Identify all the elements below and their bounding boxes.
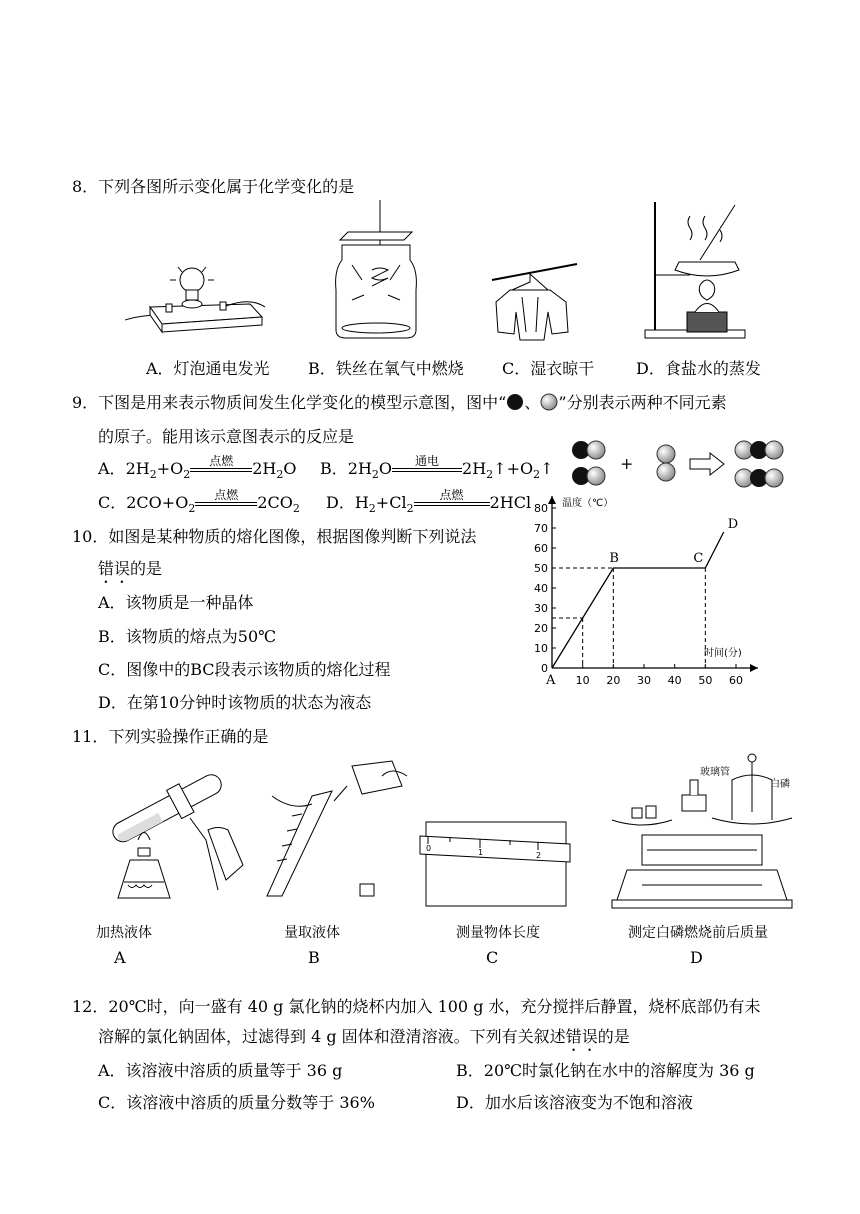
q9-d-mid: +Cl — [375, 493, 407, 512]
y-tick-label: 40 — [534, 582, 548, 595]
plus-sign: + — [620, 454, 634, 473]
q12-stem-line1: 12．20℃时，向一盛有 40 g 氯化钠的烧杯内加入 100 g 水，充分搅拌后静置，烧杯底部仍有未 — [72, 997, 761, 1016]
q9-a-sub2: 2 — [183, 468, 191, 482]
ruler-mark-2: 2 — [536, 851, 542, 860]
q8-option-a[interactable]: A．灯泡通电发光 — [146, 359, 270, 378]
ruler-mark-1: 1 — [478, 848, 484, 857]
point-label-c: C — [693, 551, 704, 566]
q9-b-left2: O — [378, 459, 393, 478]
measuring-liquid-image — [262, 756, 432, 902]
q12-emphasis-text: 错误 — [565, 1027, 598, 1046]
q12-option-d[interactable]: D．加水后该溶液变为不饱和溶液 — [456, 1093, 693, 1112]
x-tick-label: 40 — [667, 674, 682, 687]
white-atom-icon — [540, 393, 558, 411]
q9-option-d[interactable] — [326, 490, 531, 515]
q10-option-d[interactable]: D．在第10分钟时该物质的状态为液态 — [98, 693, 372, 712]
reactant-molecules-1 — [572, 441, 605, 485]
q9-b-right: 2H — [462, 459, 487, 478]
saltwater-evaporation-image — [645, 200, 755, 342]
q10-stem-line1: 10．如图是某种物质的熔化图像，根据图像判断下列说法 — [72, 527, 477, 546]
white-phosphorus-label: 白磷 — [770, 779, 790, 790]
q9-b-label: B． — [320, 459, 348, 478]
q9-option-b[interactable] — [320, 456, 554, 481]
q9-c-sub: 2 — [188, 502, 196, 516]
point-label-a: A — [546, 673, 556, 688]
origin-label: 0 — [541, 662, 548, 675]
q9-d-condition — [414, 489, 490, 506]
q9-a-label: A． — [98, 459, 126, 478]
q9-b-condition — [392, 455, 462, 472]
y-tick-label: 70 — [534, 522, 548, 535]
q10-stem-line2 — [98, 556, 162, 587]
q9-stem-line2: 的原子。能用该示意图表示的反应是 — [98, 427, 355, 446]
product-molecules — [735, 441, 783, 487]
q9-stem-part2: ”分别表示两种不同元素 — [558, 393, 727, 412]
x-tick-label: 50 — [698, 674, 713, 687]
q9-b-cond-text: 通电 — [415, 454, 440, 468]
q9-a-right: 2H — [252, 459, 277, 478]
q9-b-sub3: 2 — [533, 468, 541, 482]
y-tick-label: 10 — [534, 642, 548, 655]
q11-caption-b: 量取液体 — [284, 925, 340, 941]
y-tick-label: 80 — [534, 502, 548, 515]
q8-option-b[interactable]: B．铁丝在氧气中燃烧 — [308, 359, 464, 378]
q10-stem-rest: 的是 — [130, 559, 163, 578]
melting-curve-chart — [530, 498, 770, 688]
x-axis-title: 时间(分) — [704, 648, 742, 659]
q10-option-b[interactable]: B．该物质的熔点为50℃ — [98, 627, 277, 646]
q11-option-d[interactable]: D — [690, 948, 703, 967]
q9-d-right: 2HCl — [489, 493, 532, 512]
q9-b-sub: 2 — [371, 468, 379, 482]
q9-a-sub: 2 — [149, 468, 157, 482]
q9-d-label: D． — [326, 493, 355, 512]
q8-option-d[interactable]: D．食盐水的蒸发 — [636, 359, 761, 378]
q12-option-a[interactable]: A．该溶液中溶质的质量等于 36 g — [98, 1061, 343, 1080]
q9-d-sub: 2 — [368, 502, 376, 516]
y-axis-title: 温度（℃） — [562, 498, 614, 509]
q12-stem-line2 — [98, 1024, 630, 1055]
q9-d-cond-text: 点燃 — [439, 488, 464, 502]
x-tick-label: 60 — [729, 674, 743, 687]
q11-option-a[interactable]: A — [114, 948, 126, 967]
q9-d-sub2: 2 — [406, 502, 414, 516]
x-tick-label: 20 — [606, 674, 621, 687]
q12-option-c[interactable]: C．该溶液中溶质的质量分数等于 36% — [98, 1093, 375, 1112]
bulb-circuit-image — [120, 262, 270, 342]
q10-option-c[interactable]: C．图像中的BC段表示该物质的熔化过程 — [98, 660, 391, 679]
point-label-b: B — [609, 551, 619, 566]
chart-labels — [545, 496, 742, 688]
q9-b-right2: ↑+O — [493, 459, 534, 478]
q10-option-a[interactable]: A．该物质是一种晶体 — [98, 593, 254, 612]
q9-a-right2: O — [283, 459, 297, 478]
q9-a-left: 2H — [125, 459, 150, 478]
x-axis-arrow-icon — [750, 664, 758, 672]
q8-option-c[interactable]: C．湿衣晾干 — [502, 359, 595, 378]
q9-stem-part1: 9．下图是用来表示物质间发生化学变化的模型示意图，图中“ — [72, 393, 507, 412]
reaction-model-diagram — [568, 436, 788, 492]
y-tick-label: 50 — [534, 562, 548, 575]
q9-a-cond-text: 点燃 — [209, 454, 234, 468]
q9-b-right3: ↑ — [540, 459, 554, 478]
y-tick-label: 20 — [534, 622, 548, 635]
chart-axes — [548, 496, 758, 672]
point-label-d: D — [727, 517, 739, 532]
q11-caption-c: 测量物体长度 — [456, 925, 540, 941]
x-tick-label: 30 — [637, 674, 651, 687]
black-atom-icon — [506, 393, 524, 411]
x-tick-label: 10 — [575, 674, 590, 687]
q9-c-left: 2CO+O — [126, 493, 189, 512]
y-tick-label: 30 — [534, 602, 548, 615]
q9-a-condition — [190, 455, 252, 472]
q9-b-left: 2H — [347, 459, 372, 478]
q9-a-mid: +O — [156, 459, 184, 478]
q9-c-cond-text: 点燃 — [214, 488, 239, 502]
q9-c-right: 2CO — [257, 493, 293, 512]
reaction-arrow-icon — [690, 453, 724, 475]
q9-stem-sep: 、 — [524, 393, 541, 412]
glass-tube-label: 玻璃管 — [700, 767, 730, 778]
q9-d-left: H — [354, 493, 369, 512]
q11-stem: 11．下列实验操作正确的是 — [72, 727, 269, 746]
q12-stem-part2: 的是 — [597, 1027, 630, 1046]
chart-ticks — [534, 502, 743, 687]
q11-option-b[interactable]: B — [308, 948, 320, 967]
y-tick-label: 60 — [534, 542, 548, 555]
q10-emphasis-text: 错误 — [98, 559, 131, 578]
ruler-mark-0: 0 — [426, 844, 432, 853]
q9-option-a[interactable] — [98, 456, 297, 481]
q9-stem-line1 — [72, 390, 727, 413]
q11-caption-d: 测定白磷燃烧前后质量 — [628, 925, 768, 941]
q11-option-c[interactable]: C — [486, 948, 499, 967]
q9-b-sub2: 2 — [486, 468, 494, 482]
q9-option-c[interactable] — [98, 490, 300, 515]
q8-stem: 8．下列各图所示变化属于化学变化的是 — [72, 177, 355, 196]
q9-c-sub2: 2 — [292, 502, 300, 516]
q12-stem-part1: 溶解的氯化钠固体，过滤得到 4 g 固体和澄清溶液。下列有关叙述 — [98, 1027, 566, 1046]
length-measurement-image — [420, 818, 570, 908]
iron-wire-burning-image — [332, 200, 422, 342]
q9-c-condition — [195, 489, 257, 506]
phosphorus-mass-image — [602, 750, 802, 910]
heating-liquid-image — [98, 770, 248, 910]
q11-caption-a: 加热液体 — [96, 925, 152, 941]
q12-option-b[interactable]: B．20℃时氯化钠在水中的溶解度为 36 g — [456, 1061, 755, 1080]
q9-a-sub3: 2 — [276, 468, 284, 482]
y-axis-arrow-icon — [548, 496, 556, 504]
q9-c-label: C． — [98, 493, 127, 512]
reactant-molecules-2 — [657, 445, 675, 481]
wet-clothes-drying-image — [492, 262, 582, 342]
